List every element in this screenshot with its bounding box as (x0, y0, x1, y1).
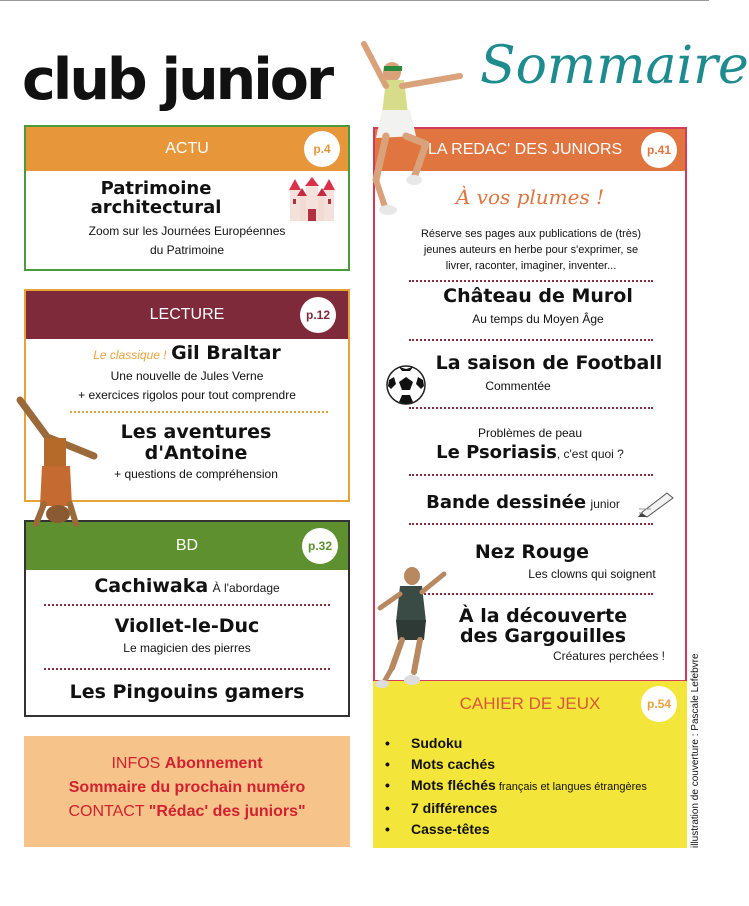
cachiwaka-title: Cachiwaka (94, 575, 209, 597)
antoine-desc: + questions de compréhension (114, 467, 278, 481)
lecture-desc-line-1: Une nouvelle de Jules Verne (110, 369, 264, 383)
redac-intro-line-1: Réserve ses pages aux publications de (très) (420, 228, 642, 240)
infos-prefix: INFOS (111, 755, 165, 772)
jeux-item-mots-caches[interactable] (385, 754, 647, 775)
jeux-item-label: Casse-têtes (411, 821, 490, 837)
jeux-header: CAHIER DE JEUX (459, 694, 601, 713)
contact-line[interactable] (24, 800, 350, 824)
actu-desc-line-1: Zoom sur les Journées Européennes (88, 224, 286, 238)
gargouilles-sub: Créatures perchées ! (552, 649, 665, 663)
jeux-list (385, 733, 647, 840)
lecture-desc-line-2: + exercices rigolos pour tout comprendre (78, 388, 296, 403)
jeux-item-casse-tetes[interactable] (385, 819, 647, 840)
psoriasis-post: , c'est quoi ? (556, 447, 624, 461)
redac-header-label: LA REDAC' DES JUNIORS (428, 141, 623, 158)
abonnement-link: Abonnement (164, 755, 263, 772)
jumping-girl-illustration (356, 40, 468, 216)
jeux-item-extra: français et langues étrangères (495, 781, 647, 793)
actu-description (26, 222, 348, 260)
classic-tag: Le classique ! (93, 348, 167, 362)
magazine-logo: club junior (22, 47, 332, 113)
jeux-item-sudoku[interactable] (385, 733, 647, 754)
redac-intro-line-2: jeunes auteurs en herbe pour s'exprimer, se (423, 243, 639, 256)
lecture-page-badge[interactable]: p.12 (300, 297, 336, 333)
bd-header-label: BD (175, 537, 199, 554)
psoriasis-pre: Problèmes de peau (477, 426, 583, 440)
castle-icon (288, 177, 336, 223)
infos-abonnement-line[interactable] (24, 752, 350, 776)
jeux-bullet: • (385, 800, 390, 816)
actu-desc-line-2: du Patrimoine (149, 243, 225, 258)
redac-divider-3 (409, 407, 653, 409)
bd-divider-1 (44, 604, 330, 606)
jeux-bullet: • (385, 735, 390, 751)
contact-redac-link: "Rédac' des juniors" (148, 803, 306, 820)
psoriasis-item[interactable] (375, 443, 685, 463)
jeux-item-label: 7 différences (411, 800, 498, 816)
bd-section (24, 520, 350, 717)
bd-divider-2 (44, 668, 330, 670)
actu-page-badge[interactable]: p.4 (304, 131, 340, 167)
redac-divider-4 (409, 474, 653, 476)
actu-header-label: ACTU (165, 140, 209, 157)
bd-page-badge[interactable]: p.32 (302, 528, 338, 564)
pencil-icon (637, 489, 677, 517)
nez-rouge-title[interactable]: Nez Rouge (474, 541, 590, 563)
bd-header (26, 522, 348, 570)
redac-page-badge[interactable]: p.41 (641, 132, 677, 168)
football-sub: Commentée (485, 379, 551, 393)
psoriasis-title: Le Psoriasis (436, 442, 557, 463)
nez-rouge-sub: Les clowns qui soignent (528, 567, 656, 581)
infos-panel (24, 736, 350, 847)
actu-header (26, 127, 348, 171)
gargouilles-title-line-1: À la découverte (458, 605, 628, 627)
jeux-page-badge[interactable]: p.54 (641, 686, 677, 722)
bande-dessinee-item[interactable] (375, 493, 671, 513)
murol-sub: Au temps du Moyen Âge (472, 312, 604, 326)
bd-item-cachiwaka[interactable] (26, 576, 348, 597)
pingouins-title[interactable]: Les Pingouins gamers (69, 681, 305, 703)
viollet-sub: Le magicien des pierres (123, 641, 251, 655)
bande-dessinee-title: Bande dessinée (426, 492, 587, 513)
lecture-divider (70, 411, 328, 413)
jeux-section (373, 681, 687, 848)
jeux-bullet: • (385, 756, 390, 772)
jeux-bullet: • (385, 821, 390, 837)
page-title: Sommaire (480, 36, 749, 96)
antoine-title-line-2: d'Antoine (144, 441, 248, 464)
redac-intro-line-3: livrer, raconter, imaginer, inventer... (445, 259, 617, 272)
gil-braltar-title: Gil Braltar (171, 342, 281, 364)
redac-divider-5 (409, 523, 653, 525)
dancing-man-illustration (370, 564, 450, 688)
top-rule (0, 0, 709, 1)
viollet-title[interactable]: Viollet-le-Duc (114, 615, 260, 637)
jeux-item-mots-fleches[interactable] (385, 775, 647, 798)
actu-headline-line-1: Patrimoine (100, 178, 212, 199)
actu-headline[interactable] (26, 179, 286, 218)
contact-prefix: CONTACT (68, 803, 149, 820)
cover-credit: illustration de couverture : Pascale Lefebvre (690, 653, 701, 848)
redac-intro (379, 227, 683, 275)
plumes-title: À vos plumes ! (455, 185, 605, 209)
bande-dessinee-sub: junior (590, 497, 620, 511)
antoine-title-line-1: Les aventures (120, 421, 272, 443)
redac-divider-2 (409, 339, 653, 341)
jeux-item-label: Mots fléchés (411, 777, 496, 793)
cachiwaka-sub: À l'abordage (212, 581, 280, 595)
lecture-header-label: LECTURE (149, 306, 225, 323)
jeux-item-7-differences[interactable] (385, 798, 647, 819)
football-title[interactable]: La saison de Football (435, 352, 663, 374)
jeux-item-label: Sudoku (411, 735, 463, 751)
actu-headline-line-2: architectural (90, 197, 222, 219)
actu-section (24, 125, 350, 271)
murol-title[interactable]: Château de Murol (443, 285, 633, 307)
jeux-bullet: • (385, 777, 390, 793)
redac-divider-1 (409, 280, 653, 282)
gargouilles-title[interactable] (425, 607, 661, 647)
gargouilles-title-line-2: des Gargouilles (459, 624, 627, 647)
prochain-numero-link[interactable]: Sommaire du prochain numéro (68, 779, 306, 796)
cartwheel-boy-illustration (14, 394, 100, 526)
lecture-classic-title[interactable] (26, 343, 348, 364)
jeux-item-label: Mots cachés (411, 756, 496, 772)
